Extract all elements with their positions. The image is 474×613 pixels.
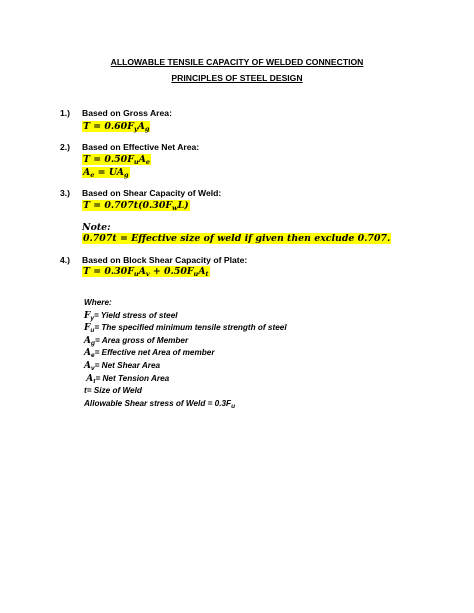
legend-item: $A_v=$ Net Shear Area (84, 360, 161, 372)
legend-item: t= Size of Weld (84, 386, 142, 396)
section-number: 2.) (60, 142, 71, 152)
section-label: Based on Effective Net Area: (82, 142, 200, 152)
section-label: Based on Gross Area: (82, 108, 172, 118)
formula-gross-area: $T = 0.60F_yA_g$ (83, 121, 150, 133)
section-label: Based on Shear Capacity of Weld: (82, 188, 222, 198)
legend-item: $A_t=$ Net Tension Area (86, 373, 170, 385)
formula-weld-shear: $T = 0.707t(0.30F_wL)$ (83, 200, 189, 212)
formula-effective-net-area: $T = 0.50F_uA_e$ (83, 154, 151, 166)
note-text: 0.707t = Effective size of weld if given then exclude 0.707. (83, 233, 391, 244)
legend-item: $F_y=$ Yield stress of steel (84, 310, 178, 322)
section-number: 4.) (60, 255, 71, 265)
document-subtitle: PRINCIPLES OF STEEL DESIGN (171, 73, 303, 83)
section-label: Based on Block Shear Capacity of Plate: (82, 255, 248, 265)
section-number: 3.) (60, 188, 71, 198)
legend-item: Allowable Shear stress of Weld = $0.3F_u$ (84, 398, 236, 410)
section-2-heading (60, 142, 199, 152)
where-legend (84, 297, 287, 410)
legend-item: $A_g=$ Area gross of Member (84, 335, 189, 347)
formula-effective-area-def: $A_e = UA_g$ (83, 167, 129, 179)
document-title: ALLOWABLE TENSILE CAPACITY OF WELDED CONNECTION (110, 57, 364, 67)
section-1-heading (60, 108, 172, 118)
legend-item: $A_e=$ Effective net Area of member (84, 348, 215, 360)
formula-block-shear: $T = 0.30F_uA_v + 0.50F_uA_t$ (83, 266, 209, 278)
where-heading: Where: (84, 298, 112, 307)
section-3-heading (60, 188, 221, 198)
section-4-heading (60, 255, 247, 265)
legend-item: $F_u=$ The specified minimum tensile strength of steel (84, 323, 287, 335)
section-number: 1.) (60, 108, 71, 118)
note-heading: Note: (82, 222, 111, 233)
